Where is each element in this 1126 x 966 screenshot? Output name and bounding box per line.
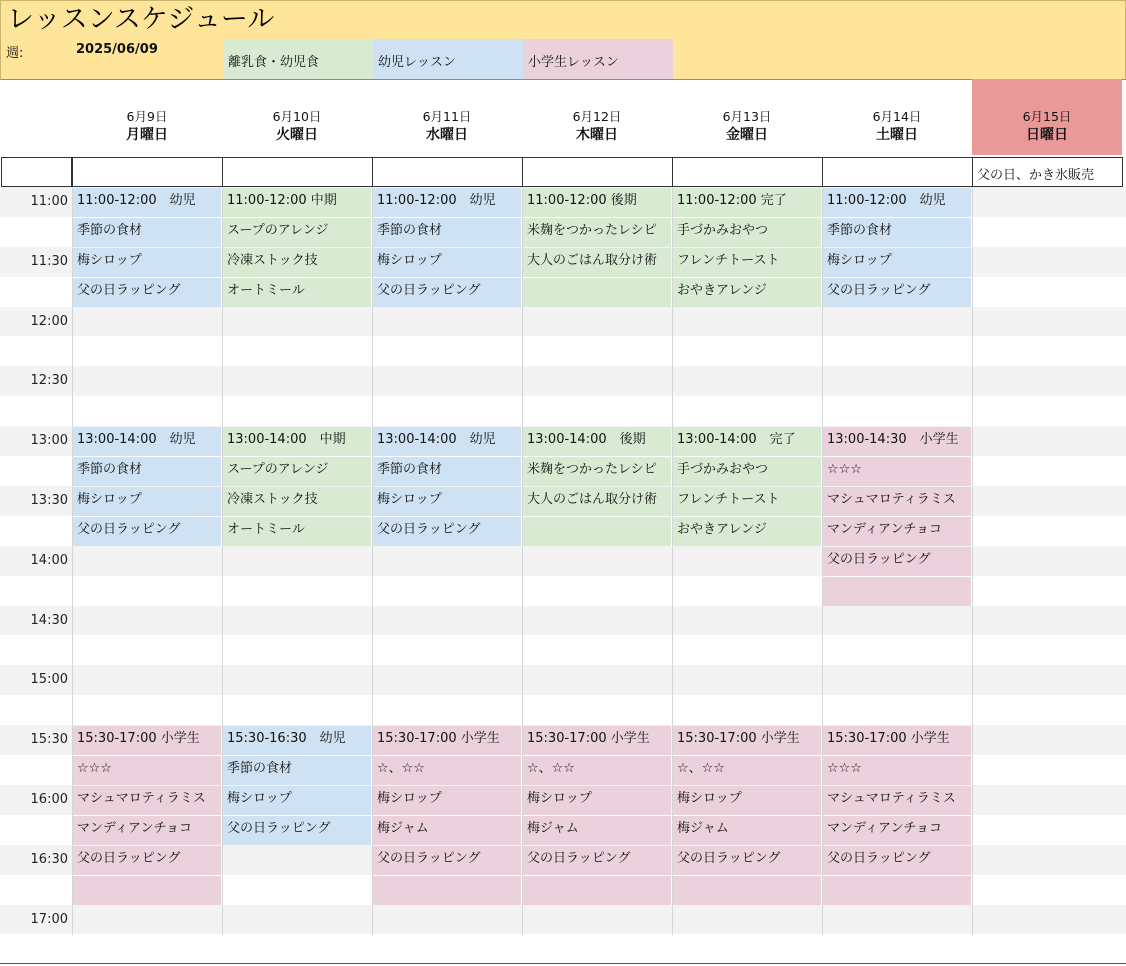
lesson-time-cell[interactable]: 13:00-14:00 後期 bbox=[523, 427, 671, 456]
note-cell[interactable] bbox=[822, 157, 973, 187]
lesson-item-cell[interactable] bbox=[523, 278, 671, 307]
day-weekday: 金曜日 bbox=[726, 127, 768, 143]
note-cell[interactable] bbox=[522, 157, 673, 187]
day-header bbox=[972, 79, 1122, 155]
lesson-item-cell[interactable] bbox=[523, 876, 671, 905]
lesson-item-cell[interactable]: マンディアンチョコ bbox=[73, 816, 221, 845]
time-label: 11:30 bbox=[30, 253, 68, 269]
lesson-item-cell[interactable]: 父の日ラッピング bbox=[823, 547, 971, 576]
lesson-time-cell[interactable]: 13:00-14:00 幼児 bbox=[373, 427, 521, 456]
lesson-item-cell[interactable]: 父の日ラッピング bbox=[73, 846, 221, 875]
lesson-item-cell[interactable]: 梅シロップ bbox=[373, 248, 521, 277]
day-header bbox=[72, 107, 222, 155]
week-value[interactable]: 2025/06/09 bbox=[76, 42, 158, 57]
lesson-item-cell[interactable]: ☆、☆☆ bbox=[673, 756, 821, 785]
lesson-item-cell[interactable]: 米麹をつかったレシピ bbox=[523, 218, 671, 247]
day-date: 6月14日 bbox=[872, 109, 922, 124]
row-background bbox=[0, 337, 1126, 367]
day-date: 6月9日 bbox=[126, 109, 168, 124]
time-label: 11:00 bbox=[30, 194, 68, 209]
row-background bbox=[0, 636, 1126, 666]
lesson-item-cell[interactable]: マシュマロティラミス bbox=[823, 786, 971, 815]
lesson-item-cell[interactable]: マシュマロティラミス bbox=[73, 786, 221, 815]
lesson-item-cell[interactable]: フレンチトースト bbox=[673, 487, 821, 516]
row-background bbox=[0, 396, 1126, 426]
lesson-time-cell[interactable]: 13:00-14:00 幼児 bbox=[73, 427, 221, 456]
lesson-item-cell[interactable]: おやきアレンジ bbox=[673, 278, 821, 307]
lesson-item-cell[interactable]: マシュマロティラミス bbox=[823, 487, 971, 516]
lesson-item-cell[interactable]: ☆、☆☆ bbox=[373, 756, 521, 785]
lesson-item-cell[interactable]: 大人のごはん取分け術 bbox=[523, 248, 671, 277]
row-background bbox=[0, 695, 1126, 725]
lesson-item-cell[interactable]: 梅シロップ bbox=[673, 786, 821, 815]
day-header bbox=[822, 107, 972, 155]
lesson-item-cell[interactable]: 季節の食材 bbox=[73, 457, 221, 486]
lesson-item-cell[interactable]: フレンチトースト bbox=[673, 248, 821, 277]
lesson-item-cell[interactable] bbox=[373, 876, 521, 905]
day-weekday: 水曜日 bbox=[426, 127, 468, 143]
lesson-time-cell[interactable]: 13:00-14:30 小学生 bbox=[823, 427, 971, 456]
lesson-item-cell[interactable]: オートミール bbox=[223, 278, 371, 307]
lesson-time-cell[interactable]: 15:30-17:00 小学生 bbox=[823, 726, 971, 755]
lesson-item-cell[interactable] bbox=[73, 876, 221, 905]
lesson-item-cell[interactable]: ☆、☆☆ bbox=[523, 756, 671, 785]
note-cell[interactable] bbox=[372, 157, 523, 187]
lesson-time-cell[interactable]: 11:00-12:00 幼児 bbox=[73, 188, 221, 217]
lesson-time-cell[interactable]: 15:30-17:00 小学生 bbox=[523, 726, 671, 755]
week-label: 週: bbox=[6, 46, 24, 61]
lesson-item-cell[interactable]: マンディアンチョコ bbox=[823, 816, 971, 845]
row-background bbox=[0, 606, 1126, 636]
time-label: 16:00 bbox=[30, 792, 68, 807]
lesson-item-cell[interactable]: 季節の食材 bbox=[373, 218, 521, 247]
lesson-item-cell[interactable]: 父の日ラッピング bbox=[823, 278, 971, 307]
lesson-time-cell[interactable]: 11:00-12:00 幼児 bbox=[823, 188, 971, 217]
lesson-item-cell[interactable]: ☆☆☆ bbox=[823, 457, 971, 486]
lesson-item-cell[interactable]: 手づかみおやつ bbox=[673, 457, 821, 486]
day-date: 6月12日 bbox=[572, 109, 622, 124]
lesson-item-cell[interactable]: 季節の食材 bbox=[373, 457, 521, 486]
lesson-item-cell[interactable]: 大人のごはん取分け術 bbox=[523, 487, 671, 516]
lesson-item-cell[interactable]: 父の日ラッピング bbox=[373, 517, 521, 546]
day-weekday: 日曜日 bbox=[1026, 127, 1068, 143]
day-date: 6月10日 bbox=[272, 109, 322, 124]
lesson-time-cell[interactable]: 15:30-17:00 小学生 bbox=[373, 726, 521, 755]
day-date: 6月15日 bbox=[1022, 109, 1072, 124]
lesson-item-cell[interactable]: 梅ジャム bbox=[673, 816, 821, 845]
day-header bbox=[522, 107, 672, 155]
lesson-item-cell[interactable]: 手づかみおやつ bbox=[673, 218, 821, 247]
lesson-item-cell[interactable]: 梅シロップ bbox=[373, 786, 521, 815]
lesson-item-cell[interactable]: 梅シロップ bbox=[523, 786, 671, 815]
column-divider bbox=[972, 187, 973, 935]
time-label: 12:30 bbox=[30, 373, 68, 389]
day-header bbox=[672, 107, 822, 155]
note-cell[interactable] bbox=[672, 157, 823, 187]
note-cell[interactable] bbox=[222, 157, 373, 187]
lesson-item-cell[interactable] bbox=[823, 577, 971, 606]
sheet-header bbox=[0, 0, 1126, 80]
row-background bbox=[0, 307, 1126, 337]
lesson-item-cell[interactable]: 米麹をつかったレシピ bbox=[523, 457, 671, 486]
lesson-time-cell[interactable]: 13:00-14:00 中期 bbox=[223, 427, 371, 456]
legend-elementary-lesson: 小学生レッスン bbox=[523, 39, 673, 79]
lesson-item-cell[interactable]: スープのアレンジ bbox=[223, 218, 371, 247]
day-weekday: 土曜日 bbox=[876, 127, 918, 143]
lesson-item-cell[interactable]: 父の日ラッピング bbox=[73, 278, 221, 307]
lesson-item-cell[interactable]: ☆☆☆ bbox=[73, 756, 221, 785]
page-title: レッスンスケジュール bbox=[7, 4, 275, 35]
lesson-item-cell[interactable]: 季節の食材 bbox=[223, 756, 371, 785]
lesson-item-cell[interactable]: マンディアンチョコ bbox=[823, 517, 971, 546]
lesson-item-cell[interactable]: 冷凍ストック技 bbox=[223, 248, 371, 277]
lesson-item-cell[interactable]: 父の日ラッピング bbox=[373, 846, 521, 875]
lesson-time-cell[interactable]: 11:00-12:00 幼児 bbox=[373, 188, 521, 217]
lesson-item-cell[interactable]: 梅シロップ bbox=[73, 487, 221, 516]
time-label: 13:00 bbox=[30, 433, 68, 449]
schedule-grid bbox=[0, 79, 1126, 966]
row-background bbox=[0, 366, 1126, 396]
day-date: 6月13日 bbox=[722, 109, 772, 124]
time-label: 13:30 bbox=[30, 493, 68, 508]
time-label: 12:00 bbox=[30, 313, 68, 329]
legend-toddler-lesson: 幼児レッスン bbox=[373, 39, 523, 79]
time-label: 16:30 bbox=[30, 851, 68, 867]
day-header bbox=[372, 107, 522, 155]
row-background bbox=[0, 905, 1126, 935]
lesson-item-cell[interactable]: オートミール bbox=[223, 517, 371, 546]
row-background bbox=[0, 665, 1126, 695]
day-weekday: 木曜日 bbox=[576, 127, 618, 143]
bottom-border bbox=[0, 963, 1126, 964]
time-label: 15:30 bbox=[30, 732, 68, 748]
lesson-time-cell[interactable]: 13:00-14:00 完了 bbox=[673, 427, 821, 456]
lesson-item-cell[interactable]: 季節の食材 bbox=[73, 218, 221, 247]
note-cell[interactable] bbox=[72, 157, 223, 187]
lesson-time-cell[interactable]: 15:30-16:30 幼児 bbox=[223, 726, 371, 755]
legend-weaning-food: 離乳食・幼児食 bbox=[223, 39, 373, 79]
lesson-item-cell[interactable]: 父の日ラッピング bbox=[823, 846, 971, 875]
lesson-item-cell[interactable]: 梅シロップ bbox=[823, 248, 971, 277]
lesson-item-cell[interactable]: 梅シロップ bbox=[73, 248, 221, 277]
lesson-item-cell[interactable] bbox=[523, 517, 671, 546]
lesson-item-cell[interactable]: 梅シロップ bbox=[223, 786, 371, 815]
lesson-item-cell[interactable]: 父の日ラッピング bbox=[373, 278, 521, 307]
lesson-item-cell[interactable]: 父の日ラッピング bbox=[523, 846, 671, 875]
lesson-item-cell[interactable]: スープのアレンジ bbox=[223, 457, 371, 486]
time-label: 14:00 bbox=[30, 552, 68, 568]
day-header bbox=[222, 107, 372, 155]
lesson-item-cell[interactable]: 冷凍ストック技 bbox=[223, 487, 371, 516]
time-label: 14:30 bbox=[30, 612, 68, 628]
lesson-item-cell[interactable]: 父の日ラッピング bbox=[73, 517, 221, 546]
lesson-item-cell[interactable]: 父の日ラッピング bbox=[673, 846, 821, 875]
lesson-time-cell[interactable]: 11:00-12:00 完了 bbox=[673, 188, 821, 217]
lesson-item-cell[interactable] bbox=[823, 876, 971, 905]
lesson-item-cell[interactable]: 梅ジャム bbox=[523, 816, 671, 845]
time-label: 15:00 bbox=[30, 672, 68, 688]
time-label: 17:00 bbox=[30, 911, 68, 927]
lesson-item-cell[interactable] bbox=[673, 876, 821, 905]
lesson-item-cell[interactable]: 父の日ラッピング bbox=[223, 816, 371, 845]
lesson-item-cell[interactable]: 季節の食材 bbox=[823, 218, 971, 247]
note-cell[interactable]: 父の日、かき氷販売 bbox=[972, 157, 1123, 187]
lesson-item-cell[interactable]: 梅ジャム bbox=[373, 816, 521, 845]
lesson-time-cell[interactable]: 15:30-17:00 小学生 bbox=[673, 726, 821, 755]
day-weekday: 月曜日 bbox=[126, 127, 168, 143]
lesson-item-cell[interactable]: おやきアレンジ bbox=[673, 517, 821, 546]
day-weekday: 火曜日 bbox=[276, 127, 318, 143]
lesson-time-cell[interactable]: 11:00-12:00 後期 bbox=[523, 188, 671, 217]
lesson-time-cell[interactable]: 11:00-12:00 中期 bbox=[223, 188, 371, 217]
day-date: 6月11日 bbox=[422, 109, 472, 124]
note-cell-corner[interactable] bbox=[1, 157, 72, 187]
lesson-time-cell[interactable]: 15:30-17:00 小学生 bbox=[73, 726, 221, 755]
lesson-item-cell[interactable]: ☆☆☆ bbox=[823, 756, 971, 785]
lesson-item-cell[interactable]: 梅シロップ bbox=[373, 487, 521, 516]
